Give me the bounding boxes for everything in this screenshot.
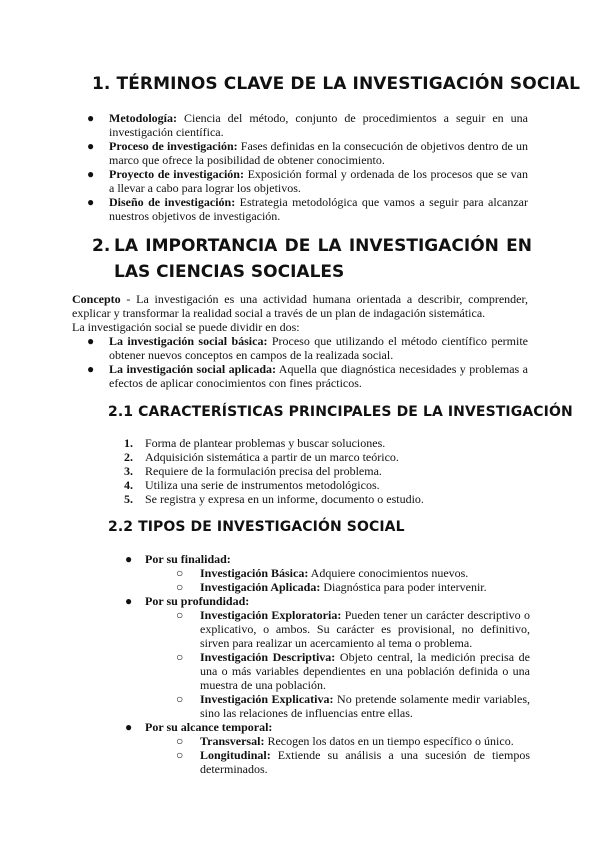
concept-text: - La investigación es una actividad humana orientada a describir, comprender, explicar y transformar la realidad social a través de un plan de indagación sistemática. <box>72 292 528 320</box>
list-item <box>87 334 529 362</box>
research-types-list <box>87 334 529 390</box>
term-definition: Diagnóstica para poder intervenir. <box>320 580 487 594</box>
item-number: 4. <box>124 478 133 492</box>
sub-list <box>145 608 530 720</box>
term-definition: Adquiere conocimientos nuevos. <box>308 566 469 580</box>
section-2-number: 2. <box>92 236 111 256</box>
bullet-icon: ● <box>125 552 133 566</box>
circle-bullet-icon: ○ <box>176 650 184 664</box>
list-item <box>145 734 530 748</box>
list-item <box>145 650 530 692</box>
list-item <box>87 139 528 167</box>
term-label: Investigación Descriptiva: <box>200 650 336 664</box>
circle-bullet-icon: ○ <box>176 734 184 748</box>
section-2-title-text: LA IMPORTANCIA DE LA INVESTIGACIÓN EN LAS CIENCIAS SOCIALES <box>114 236 532 282</box>
term-label: La investigación social básica: <box>109 334 268 348</box>
term-definition: No pretende solamente medir variables, sino las relaciones de influencias entre ellas. <box>200 692 530 720</box>
key-terms-list <box>87 111 528 223</box>
term-label: Transversal: <box>200 734 265 748</box>
section-2-2-title: 2.2 TIPOS DE INVESTIGACIÓN SOCIAL <box>108 519 405 535</box>
list-item <box>87 195 528 223</box>
list-item <box>145 580 530 594</box>
term-definition: Fases definidas en la consecución de objetivos dentro de un marco que ofrece la posibilidad de obtener conocimiento. <box>109 139 528 167</box>
term-label: Longitudinal: <box>200 748 271 762</box>
bullet-icon: ● <box>87 362 95 376</box>
bullet-icon: ● <box>87 111 95 125</box>
item-text: Utiliza una serie de instrumentos metodológicos. <box>145 478 380 492</box>
circle-bullet-icon: ○ <box>176 692 184 706</box>
bullet-icon: ● <box>87 139 95 153</box>
concept-paragraph <box>72 292 528 320</box>
list-item <box>145 566 530 580</box>
term-label: Investigación Aplicada: <box>200 580 321 594</box>
section-2-title <box>92 233 532 285</box>
item-number: 2. <box>124 450 133 464</box>
group-label: Por su alcance temporal: <box>145 720 273 734</box>
circle-bullet-icon: ○ <box>176 748 184 762</box>
item-text: Adquisición sistemática a partir de un marco teórico. <box>145 450 399 464</box>
list-item <box>87 167 528 195</box>
concept-label: Concepto <box>72 292 121 306</box>
list-item <box>145 692 530 720</box>
list-item <box>87 111 528 139</box>
group-label: Por su finalidad: <box>145 552 231 566</box>
characteristics-list <box>124 436 544 506</box>
group-alcance-temporal <box>126 720 530 776</box>
term-definition: Recogen los datos en un tiempo específico o único. <box>264 734 514 748</box>
list-item <box>124 450 544 464</box>
circle-bullet-icon: ○ <box>176 580 184 594</box>
term-definition: Aquella que diagnóstica necesidades y problemas a efectos de aplicar conocimientos con fines prácticos. <box>109 362 528 390</box>
item-text: Forma de plantear problemas y buscar soluciones. <box>145 436 386 450</box>
list-item <box>124 478 544 492</box>
term-definition: Extiende su análisis a una sucesión de tiempos determinados. <box>200 748 530 776</box>
section-1-title: 1. TÉRMINOS CLAVE DE LA INVESTIGACIÓN SOCIAL <box>92 74 581 94</box>
term-label: Proyecto de investigación: <box>109 167 244 181</box>
group-profundidad <box>126 594 530 720</box>
term-definition: Exposición formal y ordenada de los procesos que se van a llevar a cabo para lograr los objetivos. <box>109 167 528 195</box>
term-label: Investigación Básica: <box>200 566 309 580</box>
term-definition: Ciencia del método, conjunto de procedimientos a seguir en una investigación científica. <box>109 111 528 139</box>
list-item <box>124 464 544 478</box>
list-item <box>124 492 544 506</box>
term-label: Investigación Explicativa: <box>200 692 334 706</box>
term-label: La investigación social aplicada: <box>109 362 276 376</box>
list-item <box>145 748 530 776</box>
list-item <box>87 362 528 390</box>
bullet-icon: ● <box>125 720 133 734</box>
item-number: 3. <box>124 464 133 478</box>
term-definition: Estrategia metodológica que vamos a seguir para alcanzar nuestros objetivos de investigación. <box>109 195 528 223</box>
item-text: Requiere de la formulación precisa del problema. <box>145 464 382 478</box>
sub-list <box>145 566 530 594</box>
term-definition: Pueden tener un carácter descriptivo o explicativo, o ambos. Su carácter es provisional, no definitivo, sirven para realizar un acercamiento al tema o problema. <box>200 608 530 650</box>
circle-bullet-icon: ○ <box>176 566 184 580</box>
item-number: 1. <box>124 436 133 450</box>
bullet-icon: ● <box>87 195 95 209</box>
term-label: Diseño de investigación: <box>109 195 236 209</box>
circle-bullet-icon: ○ <box>176 608 184 622</box>
classification-list <box>126 552 530 776</box>
group-finalidad <box>126 552 530 594</box>
term-label: Investigación Exploratoria: <box>200 608 342 622</box>
item-text: Se registra y expresa en un informe, documento o estudio. <box>145 492 424 506</box>
section-2-1-title: 2.1 CARACTERÍSTICAS PRINCIPALES DE LA INVESTIGACIÓN <box>108 404 573 420</box>
group-label: Por su profundidad: <box>145 594 250 608</box>
list-item <box>124 436 544 450</box>
bullet-icon: ● <box>87 167 95 181</box>
list-item <box>145 608 530 650</box>
term-definition: Objeto central, la medición precisa de una o más variables dependientes en una población definida o una muestra de una población. <box>200 650 531 692</box>
bullet-icon: ● <box>125 594 133 608</box>
term-label: Proceso de investigación: <box>109 139 238 153</box>
bullet-icon: ● <box>87 334 95 348</box>
term-definition: Proceso que utilizando el método científico permite obtener nuevos conceptos en campos de la realizada social. <box>109 334 529 362</box>
term-label: Metodología: <box>109 111 177 125</box>
divide-text: La investigación social se puede dividir en dos: <box>72 320 300 334</box>
item-number: 5. <box>124 492 133 506</box>
sub-list <box>145 734 530 776</box>
